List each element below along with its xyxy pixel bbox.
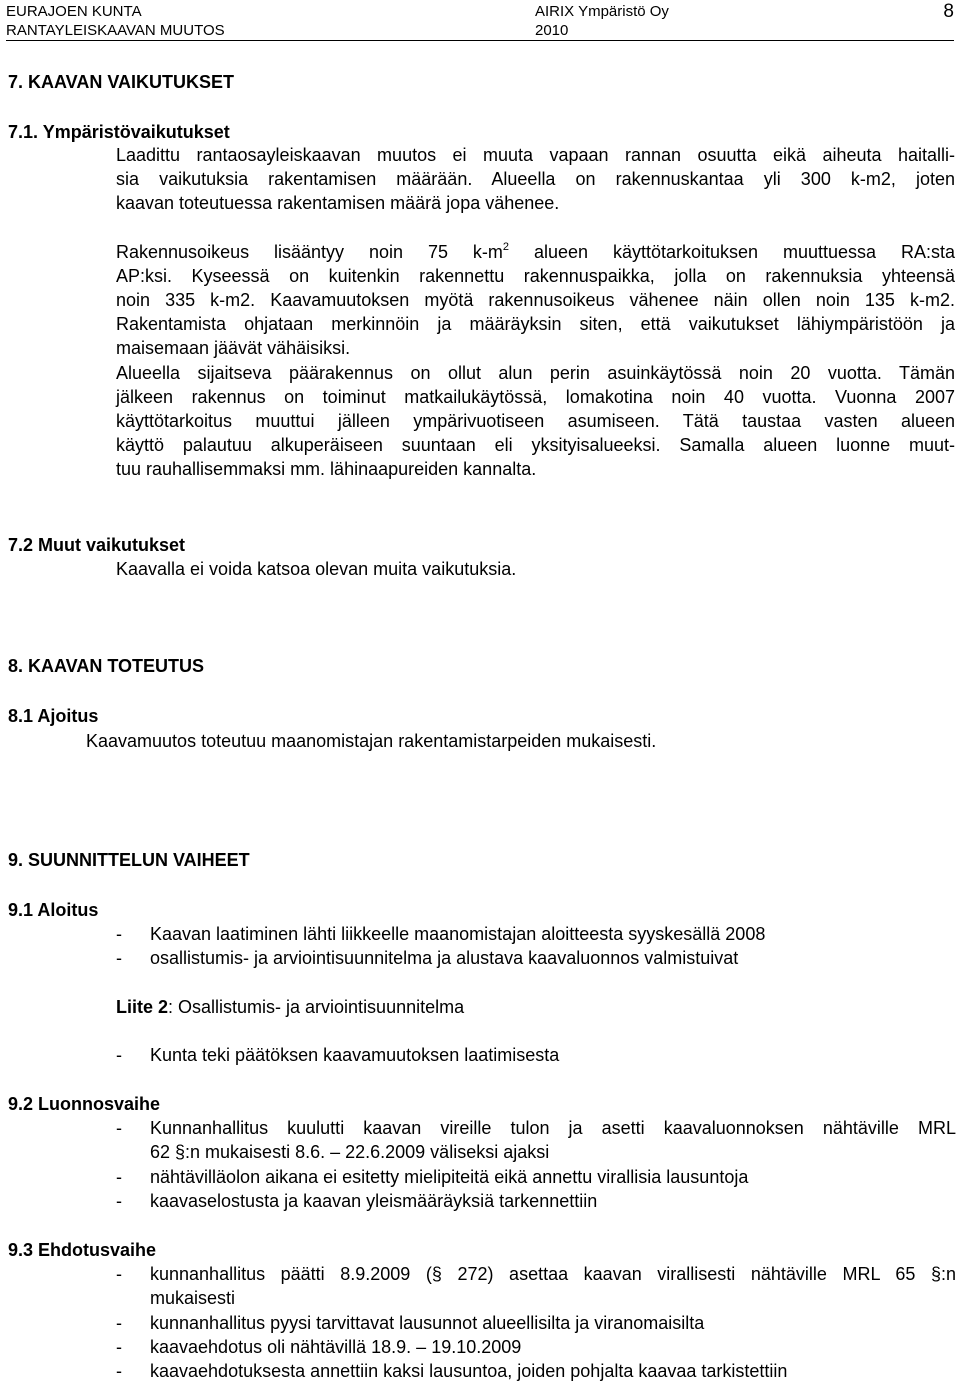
bullet-dash: - bbox=[116, 1264, 122, 1284]
section-8-1-text: Kaavamuutos toteutuu maanomistajan rakentamistarpeiden mukaisesti. bbox=[86, 731, 657, 751]
text-line: AP:ksi. Kyseessä on kuitenkin rakennettu rakennuspaikka, jolla on rakennuksia yhteensä bbox=[116, 266, 955, 286]
bullet-dash: - bbox=[116, 948, 122, 968]
page-number: 8 bbox=[943, 1, 954, 22]
attachment-label: Liite 2 bbox=[116, 997, 169, 1017]
section-9-title: 9. SUUNNITTELUN VAIHEET bbox=[8, 850, 250, 870]
text-line: tuu rauhallisemmaksi mm. lähinaapureiden kannalta. bbox=[116, 459, 537, 479]
page-header bbox=[6, 2, 954, 41]
list-item: osallistumis- ja arviointisuunnitelma ja alustava kaavaluonnos valmistuivat bbox=[150, 948, 739, 968]
text-line: Laadittu rantaosayleiskaavan muutos ei muuta vapaan rannan osuutta eikä aiheuta haitalli- bbox=[116, 145, 955, 165]
text-line: kaavan toteutuessa rakentamisen määrä jopa vähenee. bbox=[116, 193, 560, 213]
text-line: Rakentamista ohjataan merkinnöin ja määräyksin siten, että vaikutukset lähiympäristöön ja bbox=[116, 314, 955, 334]
text-line: kunnanhallitus päätti 8.9.2009 (§ 272) asettaa kaavan virallisesti nähtäville MRL 65 §:n bbox=[150, 1264, 956, 1284]
text-line bbox=[116, 240, 955, 264]
list-item: nähtävilläolon aikana ei esitetty mielipiteitä eikä annettu virallisia lausuntoja bbox=[150, 1167, 749, 1187]
list-item: kaavaehdotuksesta annettiin kaksi lausuntoa, joiden pohjalta kaavaa tarkistettiin bbox=[150, 1361, 788, 1381]
text-fragment: Rakennusoikeus lisääntyy noin 75 k-m bbox=[116, 242, 503, 262]
text-line: käyttö palautuu alkuperäiseen suuntaan eli yksityisalueeksi. Samalla alueen luonne muut- bbox=[116, 435, 955, 455]
bullet-dash: - bbox=[116, 1167, 122, 1187]
text-line: maisemaan jäävät vähäisiksi. bbox=[116, 338, 351, 358]
bullet-dash: - bbox=[116, 1313, 122, 1333]
text-line: noin 335 k-m2. Kaavamuutoksen myötä rakennusoikeus vähenee näin ollen noin 135 k-m2. bbox=[116, 290, 955, 310]
bullet-dash: - bbox=[116, 1361, 122, 1381]
header-company: AIRIX Ympäristö Oy bbox=[535, 3, 669, 20]
paragraph-7-1-a bbox=[116, 143, 955, 215]
text-fragment: alueen käyttötarkoituksen muuttuessa RA:sta bbox=[509, 242, 955, 262]
header-plan-name: RANTAYLEISKAAVAN MUUTOS bbox=[6, 22, 225, 39]
list-item: Kunta teki päätöksen kaavamuutoksen laatimisesta bbox=[150, 1045, 560, 1065]
section-7-2-text: Kaavalla ei voida katsoa olevan muita vaikutuksia. bbox=[116, 559, 517, 579]
text-line: käyttötarkoitus muuttui jälleen ympärivuotiseen asumiseen. Tätä taustaa vasten alueen bbox=[116, 411, 955, 431]
paragraph-7-1-c bbox=[116, 361, 955, 481]
list-item bbox=[150, 1262, 956, 1310]
attachment-reference bbox=[116, 995, 464, 1019]
list-item: kunnanhallitus pyysi tarvittavat lausunnot alueellisilta ja viranomaisilta bbox=[150, 1313, 705, 1333]
text-line: jälkeen rakennus on toiminut matkailukäytössä, lomakotina noin 40 vuotta. Vuonna 2007 bbox=[116, 387, 955, 407]
section-8-1-title: 8.1 Ajoitus bbox=[8, 706, 99, 726]
text-line: 62 §:n mukaisesti 8.6. – 22.6.2009 väliseksi ajaksi bbox=[150, 1142, 550, 1162]
text-line: sia vaikutuksia rakentamisen määrään. Alueella on rakennuskantaa yli 300 k-m2, joten bbox=[116, 169, 955, 189]
list-item: Kaavan laatiminen lähti liikkeelle maanomistajan aloitteesta syyskesällä 2008 bbox=[150, 924, 766, 944]
text-line: Kunnanhallitus kuulutti kaavan vireille tulon ja asetti kaavaluonnoksen nähtäville MRL bbox=[150, 1118, 956, 1138]
section-7-2-title: 7.2 Muut vaikutukset bbox=[8, 535, 186, 555]
section-9-3-title: 9.3 Ehdotusvaihe bbox=[8, 1240, 157, 1260]
paragraph-7-1-b bbox=[116, 240, 955, 360]
attachment-title: : Osallistumis- ja arviointisuunnitelma bbox=[168, 997, 465, 1017]
superscript: 2 bbox=[502, 241, 510, 253]
list-item: kaavaehdotus oli nähtävillä 18.9. – 19.10.2009 bbox=[150, 1337, 522, 1357]
section-8-title: 8. KAAVAN TOTEUTUS bbox=[8, 656, 205, 676]
text-line: mukaisesti bbox=[150, 1288, 236, 1308]
bullet-dash: - bbox=[116, 1337, 122, 1357]
section-9-1-title: 9.1 Aloitus bbox=[8, 900, 99, 920]
list-item bbox=[150, 1116, 956, 1164]
header-municipality: EURAJOEN KUNTA bbox=[6, 3, 142, 20]
section-7-title: 7. KAAVAN VAIKUTUKSET bbox=[8, 72, 235, 92]
list-item: kaavaselostusta ja kaavan yleismääräyksiä tarkennettiin bbox=[150, 1191, 598, 1211]
header-year: 2010 bbox=[535, 22, 569, 39]
bullet-dash: - bbox=[116, 1118, 122, 1138]
bullet-dash: - bbox=[116, 924, 122, 944]
bullet-dash: - bbox=[116, 1191, 122, 1211]
bullet-dash: - bbox=[116, 1045, 122, 1065]
section-7-1-title: 7.1. Ympäristövaikutukset bbox=[8, 122, 230, 142]
section-9-2-title: 9.2 Luonnosvaihe bbox=[8, 1094, 161, 1114]
text-line: Alueella sijaitseva päärakennus on ollut alun perin asuinkäytössä noin 20 vuotta. Tämän bbox=[116, 363, 955, 383]
